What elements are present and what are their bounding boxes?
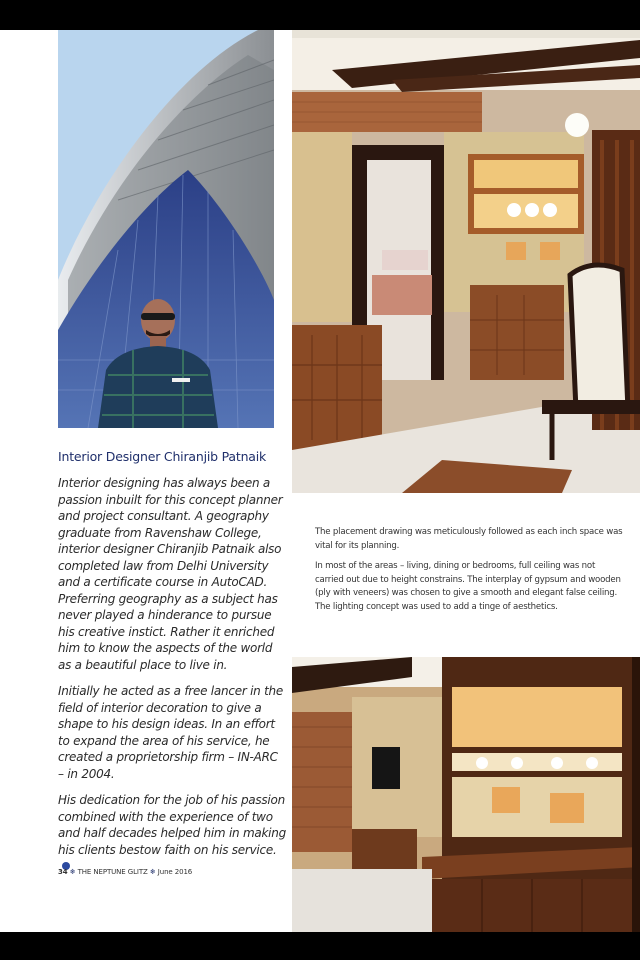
page-footer (58, 868, 192, 876)
body-paragraph: In most of the areas – living, dining or bedrooms, full ceiling was not carried out due to height constrains. The interplay of gypsum and wooden (ply with veneers) was chosen to give a smooth and elegant false ceiling. The lighting concept was used to add a tinge of aesthetics. (315, 561, 621, 612)
issue-date: June 2016 (157, 868, 193, 876)
designer-portrait-photo (58, 30, 274, 428)
bio-paragraph: Initially he acted as a free lancer in the field of interior decoration to give a shape to his design ideas. In an effort to expand the area of his service, he created a proprietorship firm – IN-ARC – in 2004. (58, 684, 284, 781)
magazine-page (0, 30, 640, 932)
footer-separator-icon: ❄ (149, 868, 156, 876)
bio-paragraph-text: His dedication for the job of his passion combined with the experience of two and half decades helped him in making his clients bestow faith on his service. (58, 793, 286, 857)
footer-separator-icon: ❄ (69, 868, 76, 876)
interior-photo-dining-cabinet (292, 657, 640, 932)
dining-cabinet-illustration (292, 657, 640, 932)
article-body-column (315, 526, 623, 622)
designer-heading: Interior Designer Chiranjib Patnaik (58, 449, 267, 464)
opera-house-portrait-illustration (58, 30, 274, 428)
bio-paragraph: Interior designing has always been a passion inbuilt for this concept planner and project consultant. A geography graduate from Ravenshaw College, interior designer Chiranjib Patnaik also completed law from Delhi University and a certificate course in AutoCAD. Preferring geography as a subject has never played a hinderance to pursue his creative instict. Rather it enriched him to know the aspects of the world as a beautiful place to live in. (58, 476, 283, 672)
designer-bio (58, 475, 286, 885)
body-paragraph: The placement drawing was meticulously followed as each inch space was vital for its planning. (315, 527, 623, 551)
bio-paragraph-last (58, 792, 286, 875)
magazine-title: THE NEPTUNE GLITZ (77, 868, 148, 876)
living-area-illustration (292, 30, 640, 493)
page-number: 34 (58, 868, 68, 876)
interior-photo-living-area (292, 30, 640, 493)
